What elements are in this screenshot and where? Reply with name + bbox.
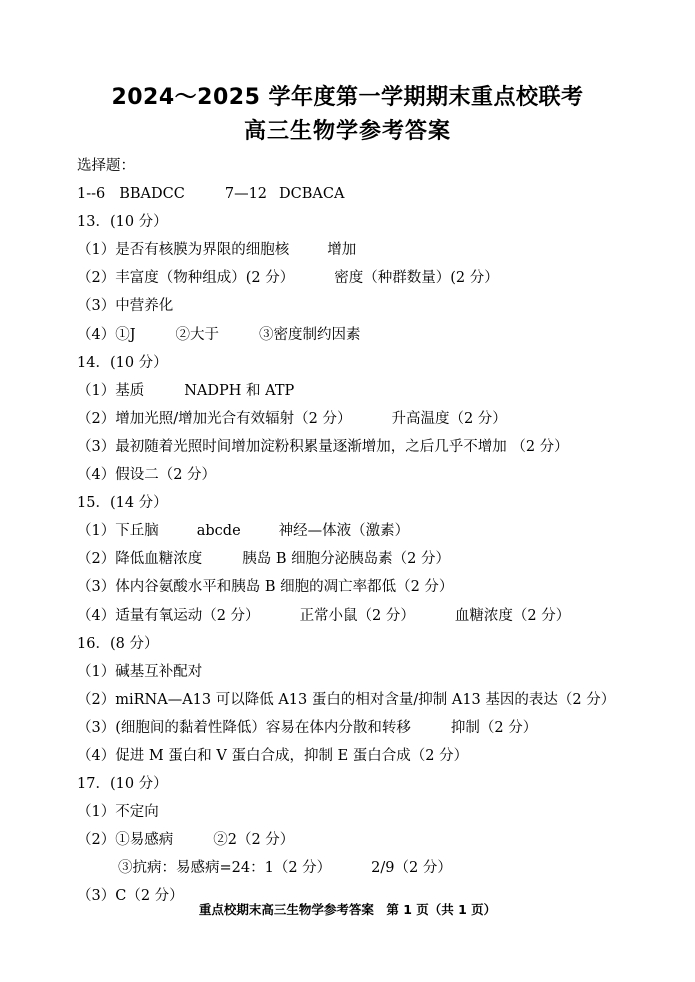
choice-answers-1: BBADCC [119,186,185,203]
choice-heading: 选择题： [77,158,135,174]
q16-part4: （4）促进 M 蛋白和 V 蛋白合成，抑制 E 蛋白合成（2 分） [77,747,469,764]
q13-part1: （1）是否有核膜为界限的细胞核 增加 [77,242,357,259]
q17-heading: 17．(10 分） [77,776,168,793]
q16-part3: （3）(细胞间的黏着性降低）容易在体内分散和转移 抑制（2 分） [77,719,538,736]
q15-part3: （3）体内谷氨酸水平和胰岛 B 细胞的凋亡率都低（2 分） [77,579,454,596]
q13-part3: （3）中营养化 [77,298,174,315]
q16-part1: （1）碱基互补配对 [77,663,203,680]
q14-part2: （2）增加光照/增加光合有效辐射（2 分） 升高温度（2 分） [77,410,507,427]
answer-body [77,152,677,911]
choice-answers-2: DCBACA [279,186,345,203]
document-subtitle: 高三生物学参考答案 [243,119,451,144]
q14-part1: （1）基质 NADPH 和 ATP [77,382,295,399]
q15-heading: 15．(14 分） [77,495,168,512]
q14-heading: 14．(10 分） [77,354,168,371]
choice-range-2: 7—12 [224,186,268,203]
q15-part4: （4）适量有氧运动（2 分） 正常小鼠（2 分） 血糖浓度（2 分） [77,607,571,624]
q14-part3: （3）最初随着光照时间增加淀粉积累量逐渐增加，之后几乎不增加 （2 分） [77,438,569,455]
q16-part2: （2）miRNA—A13 可以降低 A13 蛋白的相对含量/抑制 A13 基因的表达（2 分） [77,691,616,708]
choice-answers [77,180,677,208]
q17-part2-cont: ③抗病：易感病=24：1（2 分） 2/9（2 分） [118,860,452,877]
q14-part4: （4）假设二（2 分） [77,467,217,484]
choice-range-1: 1--6 [77,186,106,203]
q13-part2: （2）丰富度（物种组成）(2 分） 密度（种群数量）(2 分） [77,270,499,287]
q13-heading: 13．(10 分） [77,214,168,231]
q13-part4: （4）①J ②大于 ③密度制约因素 [77,326,361,343]
q17-part1: （1）不定向 [77,804,159,821]
document-title: 2024～2025 学年度第一学期期末重点校联考 [111,85,584,110]
page-footer: 重点校期末高三生物学参考答案 第 1 页（共 1 页） [198,902,497,917]
q17-part3: （3）C（2 分） [77,888,184,905]
q17-part2: （2）①易感病 ②2（2 分） [77,832,295,849]
q16-heading: 16．(8 分） [77,635,159,652]
q15-part2: （2）降低血糖浓度 胰岛 B 细胞分泌胰岛素（2 分） [77,551,450,568]
q15-part1: （1）下丘脑 abcde 神经—体液（激素） [77,523,410,540]
